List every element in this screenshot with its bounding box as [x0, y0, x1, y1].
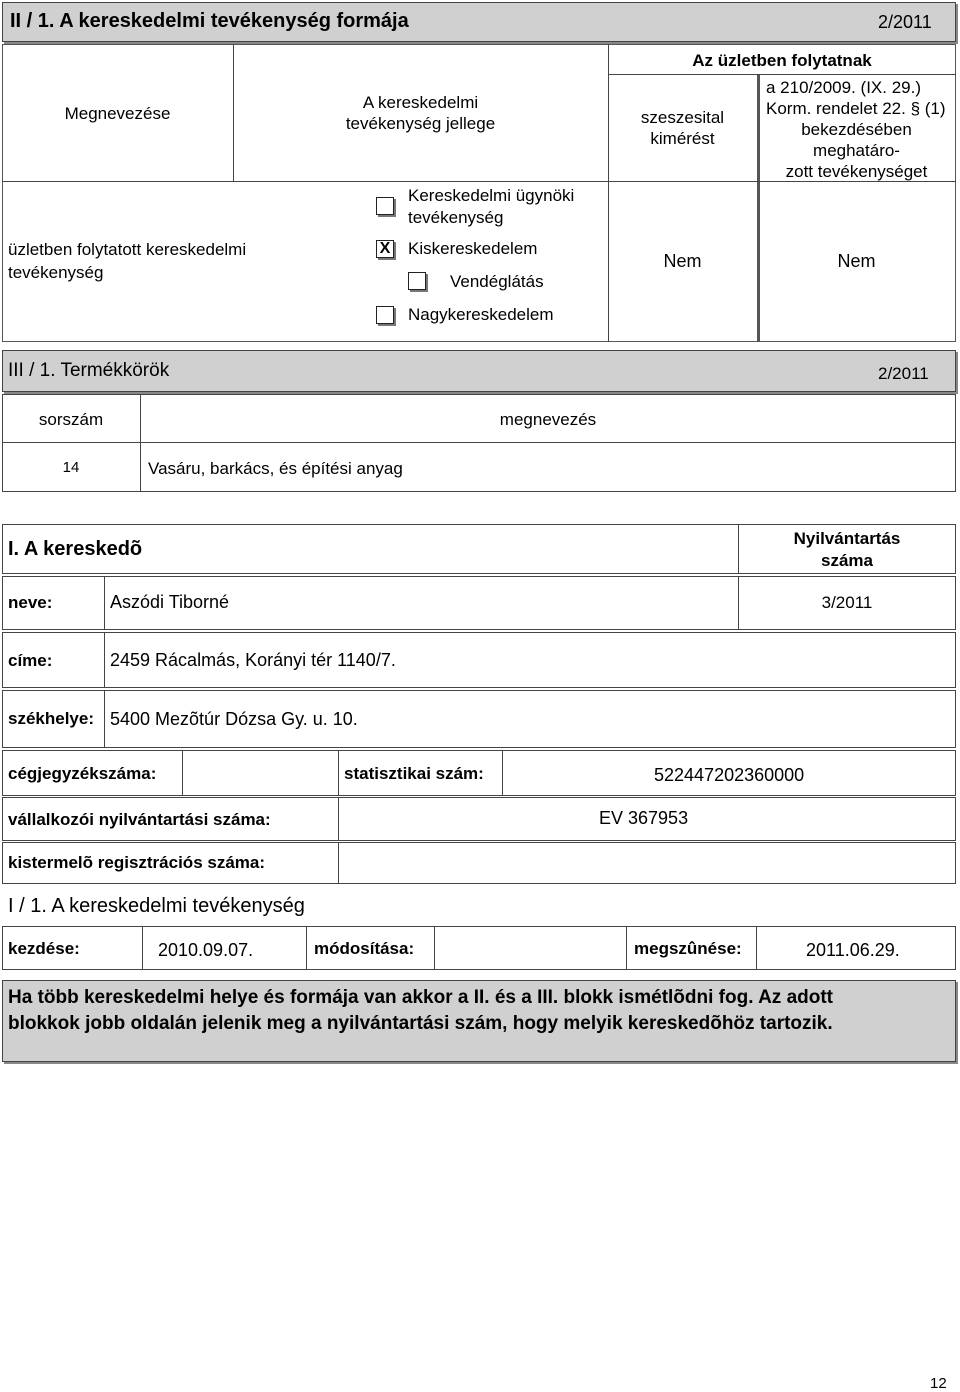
seat-label: székhelye:	[8, 709, 94, 728]
decree-value: Nem	[837, 251, 876, 271]
catering-checkbox[interactable]	[408, 272, 426, 290]
agent-checkbox[interactable]	[376, 197, 394, 215]
address-value: 2459 Rácalmás, Korányi tér 1140/7.	[110, 650, 396, 670]
col-product-header: megnevezés	[499, 410, 597, 429]
opt-agent-label-1: Kereskedelmi ügynöki	[408, 186, 575, 205]
activity-title: I / 1. A kereskedelmi tevékenység	[8, 895, 305, 917]
reg-value: 3/2011	[821, 593, 873, 612]
section-3-title: III / 1. Termékkörök	[8, 360, 170, 381]
col-name-header: Megnevezése	[64, 104, 171, 123]
product-table	[2, 394, 956, 492]
section-3-date: 2/2011	[878, 364, 929, 383]
name-value: Aszódi Tiborné	[110, 592, 230, 612]
reg-label-1: Nyilvántartás	[793, 529, 901, 548]
seat-value: 5400 Mezõtúr Dózsa Gy. u. 10.	[110, 709, 358, 729]
col-alcohol-header-1: szeszesital	[640, 108, 725, 127]
end-value: 2011.06.29.	[806, 940, 900, 960]
company-reg-label: cégjegyzékszáma:	[8, 764, 157, 783]
alcohol-value: Nem	[663, 251, 702, 271]
reg-label-2: száma	[821, 551, 873, 570]
col-decree-header-4: meghatáro-	[813, 141, 900, 160]
stat-value: 522447202360000	[654, 765, 805, 785]
end-label: megszûnése:	[634, 939, 742, 958]
address-label: címe:	[8, 651, 53, 670]
farmer-label: kistermelõ regisztrációs száma:	[8, 853, 266, 872]
start-value: 2010.09.07.	[158, 940, 254, 960]
stat-label: statisztikai szám:	[344, 764, 484, 783]
col-alcohol-header-2: kimérést	[650, 129, 715, 148]
section-2-date: 2/2011	[878, 12, 932, 32]
opt-wholesale-label: Nagykereskedelem	[408, 305, 554, 324]
product-row-name: Vasáru, barkács, és építési anyag	[148, 459, 403, 478]
opt-catering-label: Vendéglátás	[450, 272, 544, 291]
row-label-1: üzletben folytatott kereskedelmi	[8, 240, 247, 259]
entrepreneur-label: vállalkozói nyilvántartási száma:	[8, 810, 271, 829]
name-label: neve:	[8, 593, 53, 612]
opt-retail-label: Kiskereskedelem	[408, 239, 538, 258]
row-label-2: tevékenység	[8, 263, 104, 282]
retail-checkbox[interactable]: X	[376, 240, 394, 258]
product-row-num: 14	[62, 459, 80, 476]
entrepreneur-value: EV 367953	[599, 808, 689, 828]
start-label: kezdése:	[8, 939, 80, 958]
col-decree-header-2: Korm. rendelet 22. § (1)	[766, 99, 946, 118]
col-store-header: Az üzletben folytatnak	[692, 51, 872, 70]
col-nature-header-1: A kereskedelmi	[362, 93, 479, 112]
note-text: Ha több kereskedelmi helye és formája van akkor a II. és a III. blokk ismétlõdni fog. Az adott blokkok jobb oldalán jelenik meg a nyilvántartási szám, hogy melyik kereskedõhöz tartozik.	[8, 987, 834, 1034]
section-2-title: II / 1. A kereskedelmi tevékenység formája	[10, 10, 409, 32]
trader-title: I. A kereskedõ	[8, 538, 143, 560]
col-decree-header-3: bekezdésében	[801, 120, 912, 139]
col-nature-header-2: tevékenység jellege	[345, 114, 496, 133]
col-num-header: sorszám	[38, 410, 104, 429]
page-number: 12	[930, 1375, 947, 1392]
col-decree-header-5: zott tevékenységet	[785, 162, 928, 181]
modify-label: módosítása:	[314, 939, 415, 958]
wholesale-checkbox[interactable]	[376, 306, 394, 324]
col-decree-header-1: a 210/2009. (IX. 29.)	[766, 78, 921, 97]
opt-agent-label-2: tevékenység	[408, 208, 504, 227]
